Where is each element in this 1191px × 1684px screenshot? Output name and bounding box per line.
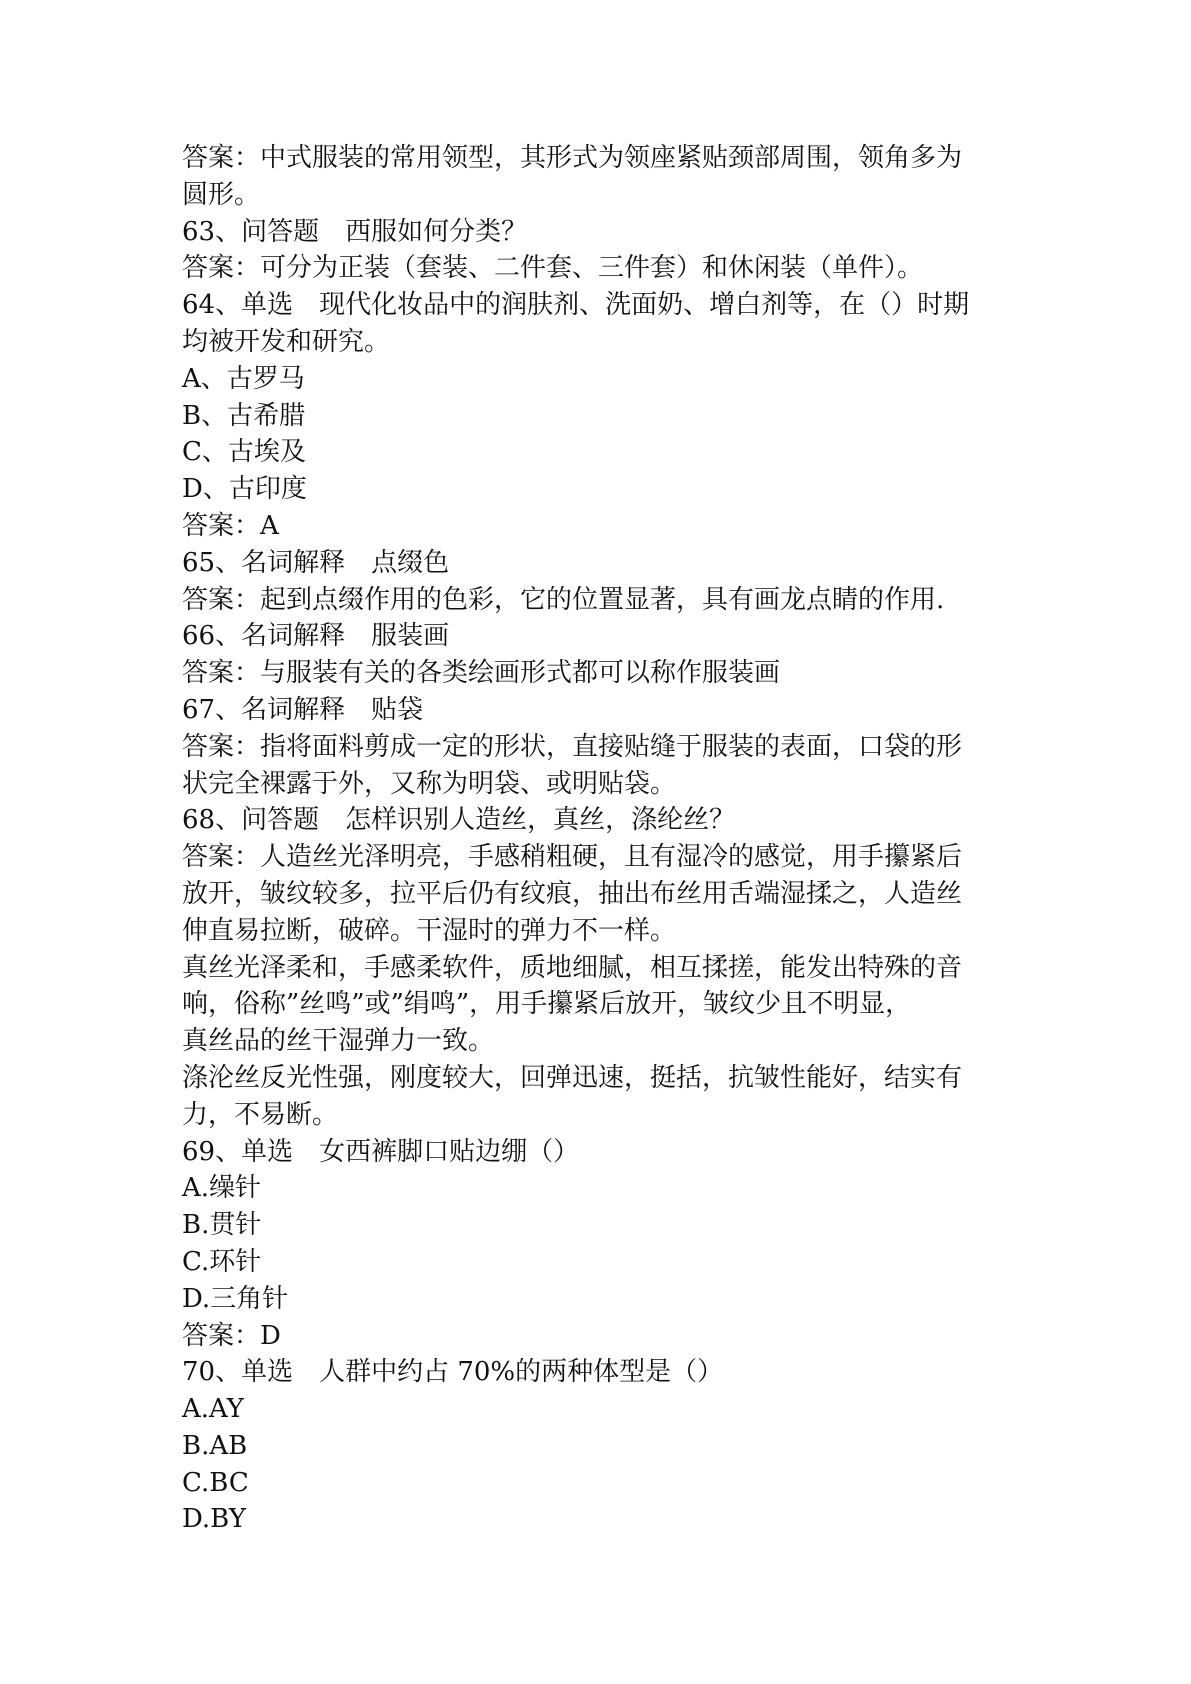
question-69: 69、单选 女西裤脚口贴边绷（） (182, 1136, 580, 1167)
answer-68-line-6: 真丝品的丝干湿弹力一致。 (182, 1026, 495, 1057)
question-65: 65、名词解释 点缀色 (182, 547, 450, 578)
question-68: 68、问答题 怎样识别人造丝，真丝，涤纶丝？ (182, 805, 736, 836)
option-70-c: C.BC (182, 1467, 249, 1498)
answer-68-line-1: 答案：人造丝光泽明亮，手感稍粗硬，且有湿冷的感觉，用手攥紧后 (182, 842, 963, 873)
question-67: 67、名词解释 贴袋 (182, 694, 424, 725)
answer-68-line-7: 涤沦丝反光性强，刚度较大，回弹迅速，挺括，抗皱性能好，结实有 (182, 1062, 963, 1093)
answer-66: 答案：与服装有关的各类绘画形式都可以称作服装画 (182, 658, 781, 689)
option-69-c: C.环针 (182, 1246, 262, 1277)
option-64-a: A、古罗马 (182, 363, 305, 394)
answer-68-line-2: 放开，皱纹较多，拉平后仍有纹痕，抽出布丝用舌端湿揉之，人造丝 (182, 878, 963, 909)
option-70-a: A.AY (182, 1394, 244, 1425)
answer-63: 答案：可分为正装（套装、二件套、三件套）和休闲装（单件）。 (182, 253, 924, 284)
option-64-c: C、古埃及 (182, 437, 306, 468)
option-64-b: B、古希腊 (182, 400, 306, 431)
answer-64: 答案：A (182, 510, 279, 541)
question-64-line-2: 均被开发和研究。 (182, 326, 391, 357)
question-66: 66、名词解释 服装画 (182, 621, 450, 652)
option-64-d: D、古印度 (182, 474, 307, 505)
answer-65: 答案：起到点缀作用的色彩，它的位置显著，具有画龙点睛的作用. (182, 584, 945, 615)
answer-68-line-3: 伸直易拉断，破碎。干湿时的弹力不一样。 (182, 915, 677, 946)
answer-67-line-1: 答案：指将面料剪成一定的形状，直接贴缝于服装的表面，口袋的形 (182, 731, 963, 762)
answer-68-line-4: 真丝光泽柔和，手感柔软件，质地细腻，相互揉搓，能发出特殊的音 (182, 952, 963, 983)
option-70-b: B.AB (182, 1430, 248, 1461)
answer-68-line-8: 力，不易断。 (182, 1099, 339, 1130)
option-69-b: B.贯针 (182, 1210, 262, 1241)
answer-62-line-1: 答案：中式服装的常用领型，其形式为领座紧贴颈部周围，领角多为 (182, 143, 963, 173)
answer-69: 答案：D (182, 1320, 281, 1351)
answer-68-line-5: 响，俗称”丝鸣”或”绢鸣”，用手攥紧后放开，皱纹少且不明显， (182, 989, 912, 1020)
answer-67-line-2: 状完全裸露于外，又称为明袋、或明贴袋。 (182, 768, 677, 799)
option-69-d: D.三角针 (182, 1283, 289, 1314)
question-63: 63、问答题 西服如何分类？ (182, 216, 528, 247)
answer-62-line-2: 圆形。 (182, 179, 261, 210)
option-69-a: A.缲针 (182, 1173, 262, 1204)
question-64-line-1: 64、单选 现代化妆品中的润肤剂、洗面奶、增白剂等，在（）时期 (182, 290, 970, 321)
option-70-d: D.BY (182, 1504, 246, 1535)
document-page (182, 140, 1018, 1538)
question-70: 70、单选 人群中约占 70%的两种体型是（） (182, 1357, 724, 1388)
